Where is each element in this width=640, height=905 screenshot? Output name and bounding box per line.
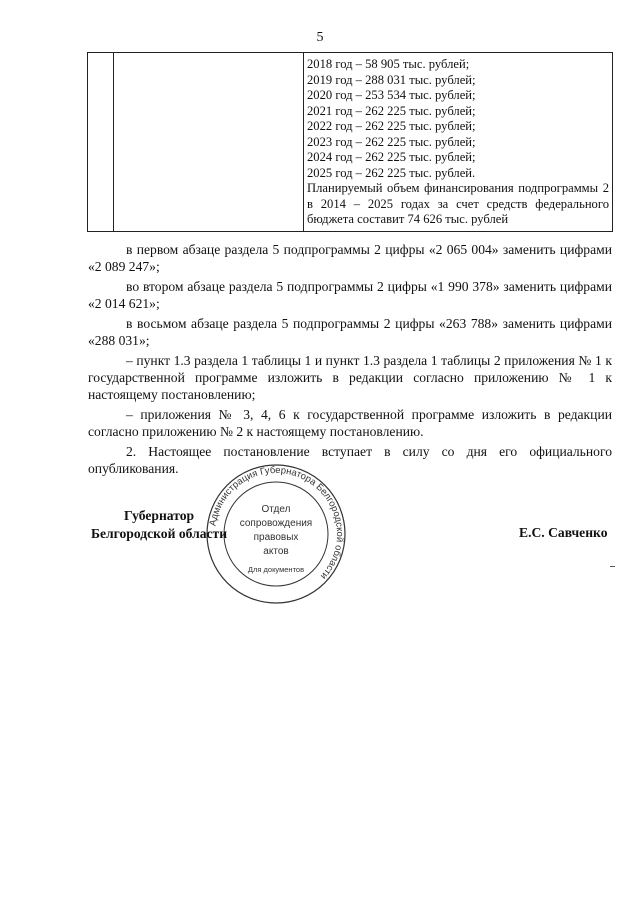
paragraph: 2. Настоящее постановление вступает в силу со дня его официального опубликования. — [88, 444, 612, 476]
year-line: 2019 год – 288 031 тыс. рублей; — [307, 72, 476, 87]
signature-position — [91, 507, 227, 543]
year-line: 2021 год – 262 225 тыс. рублей; — [307, 103, 476, 118]
stamp-outer-text: Администрация Губернатора Белгородской области — [207, 464, 346, 582]
table-cell-empty-1 — [88, 53, 114, 232]
signature-name: Е.С. Савченко — [519, 525, 608, 540]
stamp-inner-line: Отдел — [261, 504, 291, 515]
document-body — [88, 241, 612, 480]
year-line: 2018 год – 58 905 тыс. рублей; — [307, 57, 470, 71]
signature-title: Губернатор — [124, 508, 195, 523]
stamp-inner-line: правовых — [253, 532, 299, 543]
paragraph: – пункт 1.3 раздела 1 таблицы 1 и пункт 1.3 раздела 1 таблицы 2 приложения № 1 к государственной программе изложить в редакции согласно приложению № 1 к настоящему постановлению; — [88, 353, 612, 402]
margin-mark — [610, 566, 615, 567]
stamp-bottom-text: Для документов — [247, 565, 305, 574]
financing-summary: Планируемый объем финансирования подпрограммы 2 в 2014 – 2025 годах за счет средств федерального бюджета составит 74 626 тыс. рублей — [307, 181, 609, 226]
table-cell-empty-2 — [114, 53, 304, 232]
year-line: 2024 год – 262 225 тыс. рублей; — [307, 150, 476, 164]
paragraph: в восьмом абзаце раздела 5 подпрограммы 2 цифры «263 788» заменить цифрами «288 031»; — [88, 316, 612, 348]
table-row — [88, 53, 613, 232]
stamp-inner-line: сопровождения — [239, 518, 313, 529]
financing-table — [87, 52, 613, 232]
table-cell-financing — [304, 53, 613, 232]
paragraph: – приложения № 3, 4, 6 к государственной программе изложить в редакции согласно приложению № 2 к настоящему постановлению. — [88, 407, 612, 439]
year-line: 2020 год – 253 534 тыс. рублей; — [307, 88, 476, 102]
stamp-inner-line: актов — [263, 546, 289, 557]
year-line: 2025 год – 262 225 тыс. рублей. — [307, 165, 476, 180]
year-line: 2022 год – 262 225 тыс. рублей; — [307, 119, 476, 133]
year-line: 2023 год – 262 225 тыс. рублей; — [307, 134, 476, 149]
paragraph: в первом абзаце раздела 5 подпрограммы 2 цифры «2 065 004» заменить цифрами «2 089 247»; — [88, 242, 612, 274]
page-number: 5 — [316, 30, 324, 45]
paragraph: во втором абзаце раздела 5 подпрограммы 2 цифры «1 990 378» заменить цифрами «2 014 621»; — [88, 279, 612, 311]
signature-region: Белгородской области — [91, 526, 228, 541]
